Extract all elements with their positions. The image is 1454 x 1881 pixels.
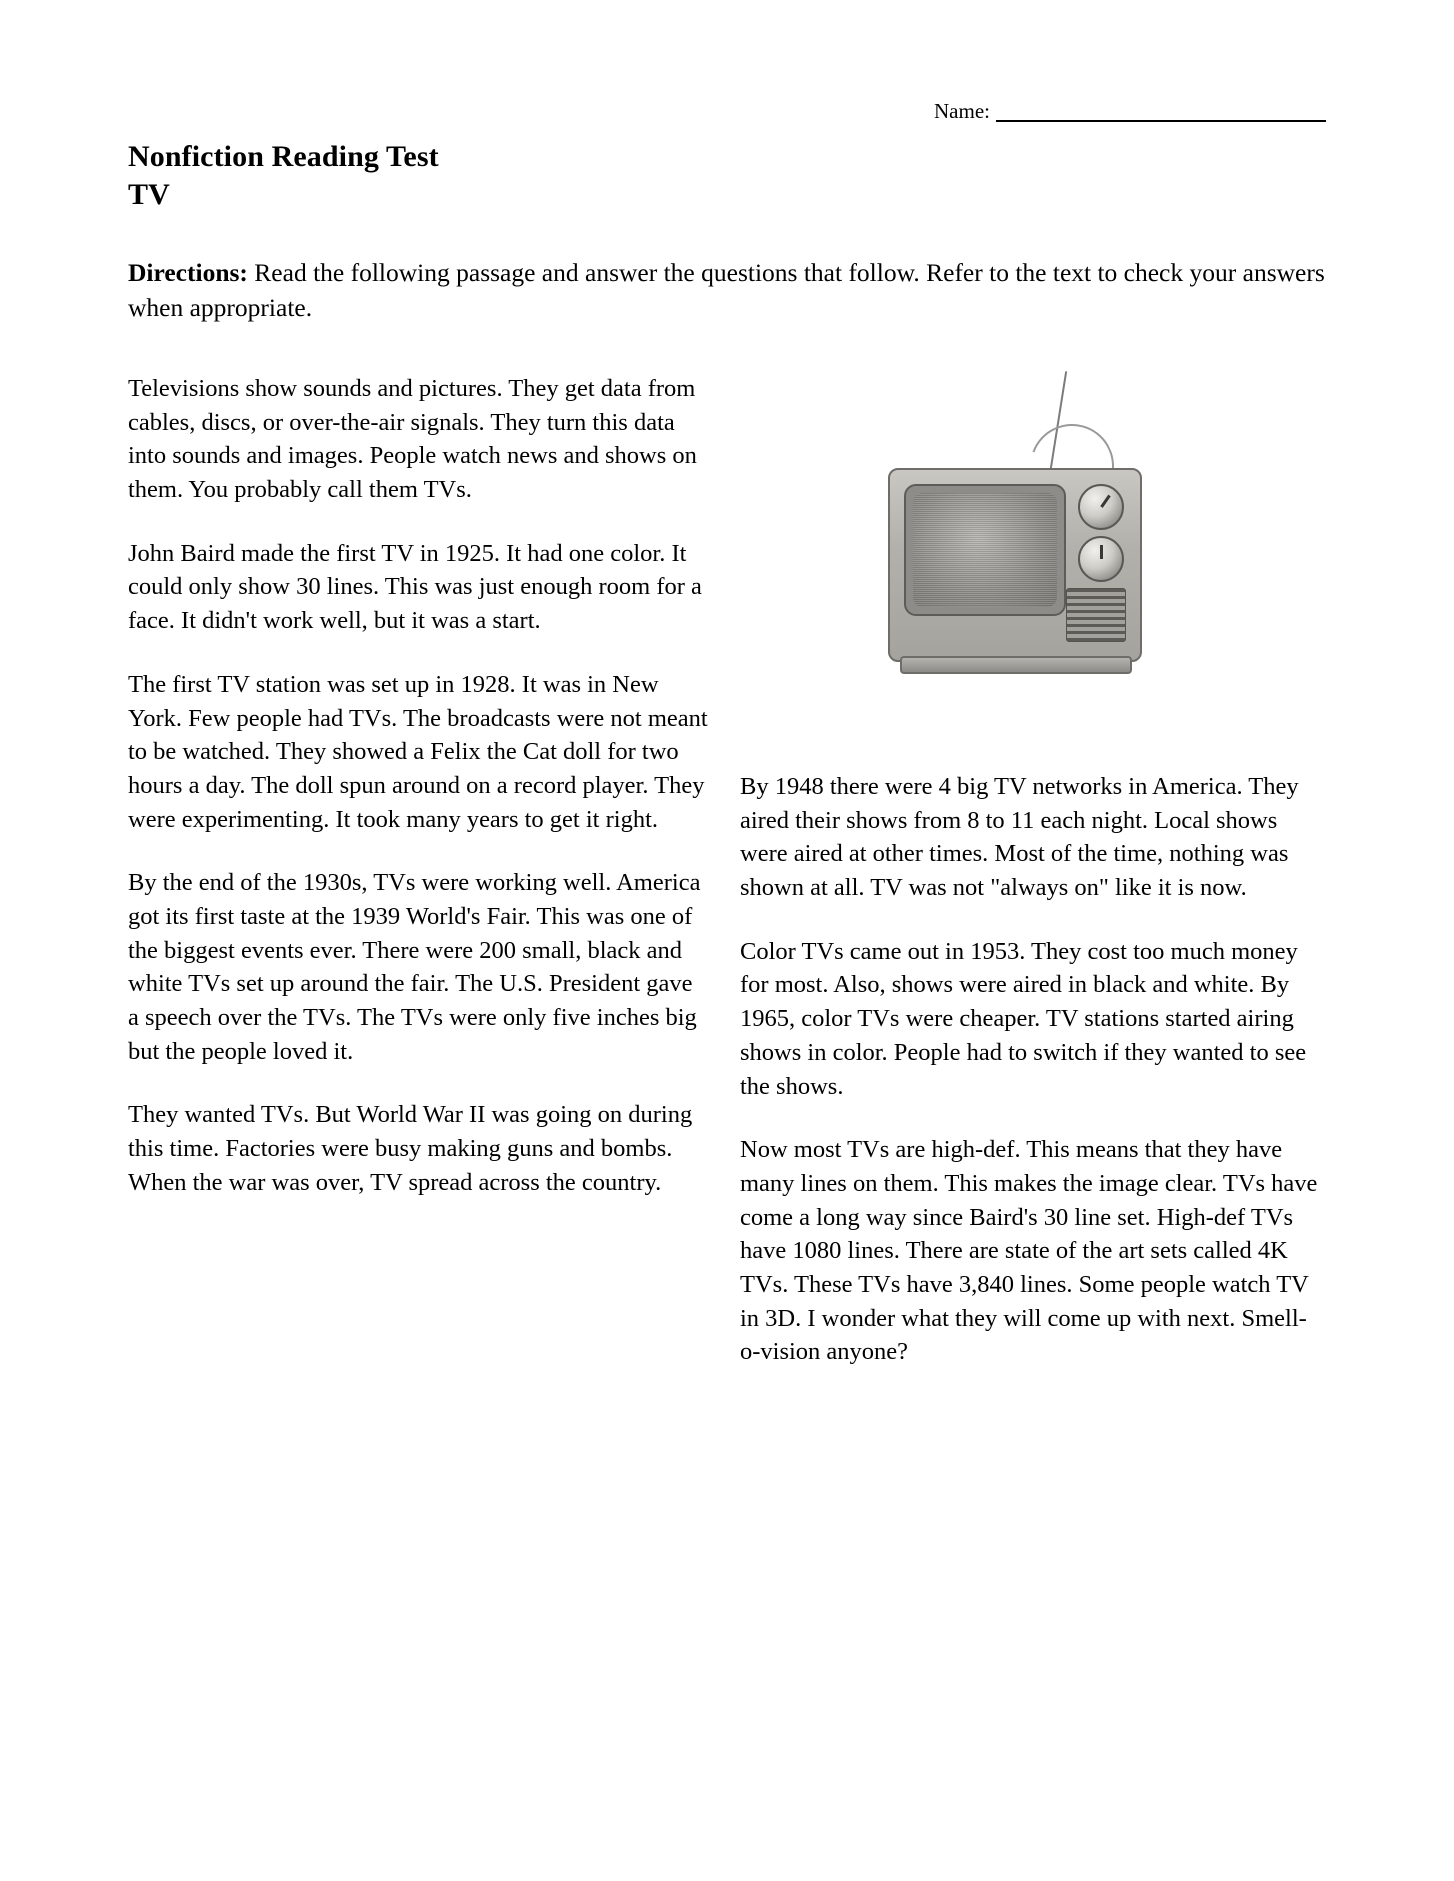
tv-screen-bezel [904,484,1066,616]
directions-label: Directions: [128,258,248,287]
directions-block [128,256,1328,325]
tv-body [888,468,1142,662]
paragraph: Color TVs came out in 1953. They cost too much money for most. Also, shows were aired in black and white. By 1965, color TVs were cheaper. TV stations started airing shows in color. People had to switch if they wanted to see the shows. [740,937,1307,1100]
tv-screen [913,493,1057,607]
paragraph: Now most TVs are high-def. This means that they have many lines on them. This makes the image clear. TVs have come a long way since Baird's 30 line set. High-def TVs have 1080 lines. There are state of the art sets called 4K TVs. These TVs have 3,840 lines. Some people watch TV in 3D. I wonder what they will come up with next. Smell-o-vision anyone? [740,1136,1318,1366]
tv-tuner-knob-icon [1078,484,1124,530]
paragraph: By the end of the 1930s, TVs were working well. America got its first taste at the 1939 World's Fair. This was one of the biggest events ever. There were 200 small, black and white TVs set up around the fair. The U.S. President gave a speech over the TVs. The TVs were only five inches big but the people loved it. [128,869,701,1065]
passage-left-column [128,372,708,1199]
tv-speaker-grille [1066,588,1126,642]
page-title [128,138,439,215]
name-label: Name: [934,99,990,123]
directions-text: Read the following passage and answer the questions that follow. Refer to the text to check your answers when appropriate. [128,258,1325,322]
television-icon [880,368,1170,698]
knob-indicator [1100,545,1103,559]
knob-indicator [1100,495,1110,508]
paragraph: Televisions show sounds and pictures. They get data from cables, discs, or over-the-air signals. They turn this data into sounds and images. People watch news and shows on them. You probably call them TVs. [128,375,697,504]
name-field-row [934,100,1326,122]
tv-volume-knob-icon [1078,536,1124,582]
paragraph: The first TV station was set up in 1928. It was in New York. Few people had TVs. The broadcasts were not meant to be watched. They showed a Felix the Cat doll for two hours a day. The doll spun around on a record player. They were experimenting. It took many years to get it right. [128,670,708,833]
title-line-2: TV [128,178,170,212]
name-input-line[interactable] [996,100,1326,122]
title-line-1: Nonfiction Reading Test [128,140,439,173]
paragraph: John Baird made the first TV in 1925. It had one color. It could only show 30 lines. This was just enough room for a face. It didn't work well, but it was a start. [128,539,702,635]
paragraph: By 1948 there were 4 big TV networks in America. They aired their shows from 8 to 11 each night. Local shows were aired at other times. Most of the time, nothing was shown at all. TV was not "always on" like it is now. [740,773,1299,902]
tv-base [900,656,1132,674]
paragraph: They wanted TVs. But World War II was going on during this time. Factories were busy making guns and bombs. When the war was over, TV spread across the country. [128,1101,693,1196]
passage-right-column [740,770,1320,1369]
